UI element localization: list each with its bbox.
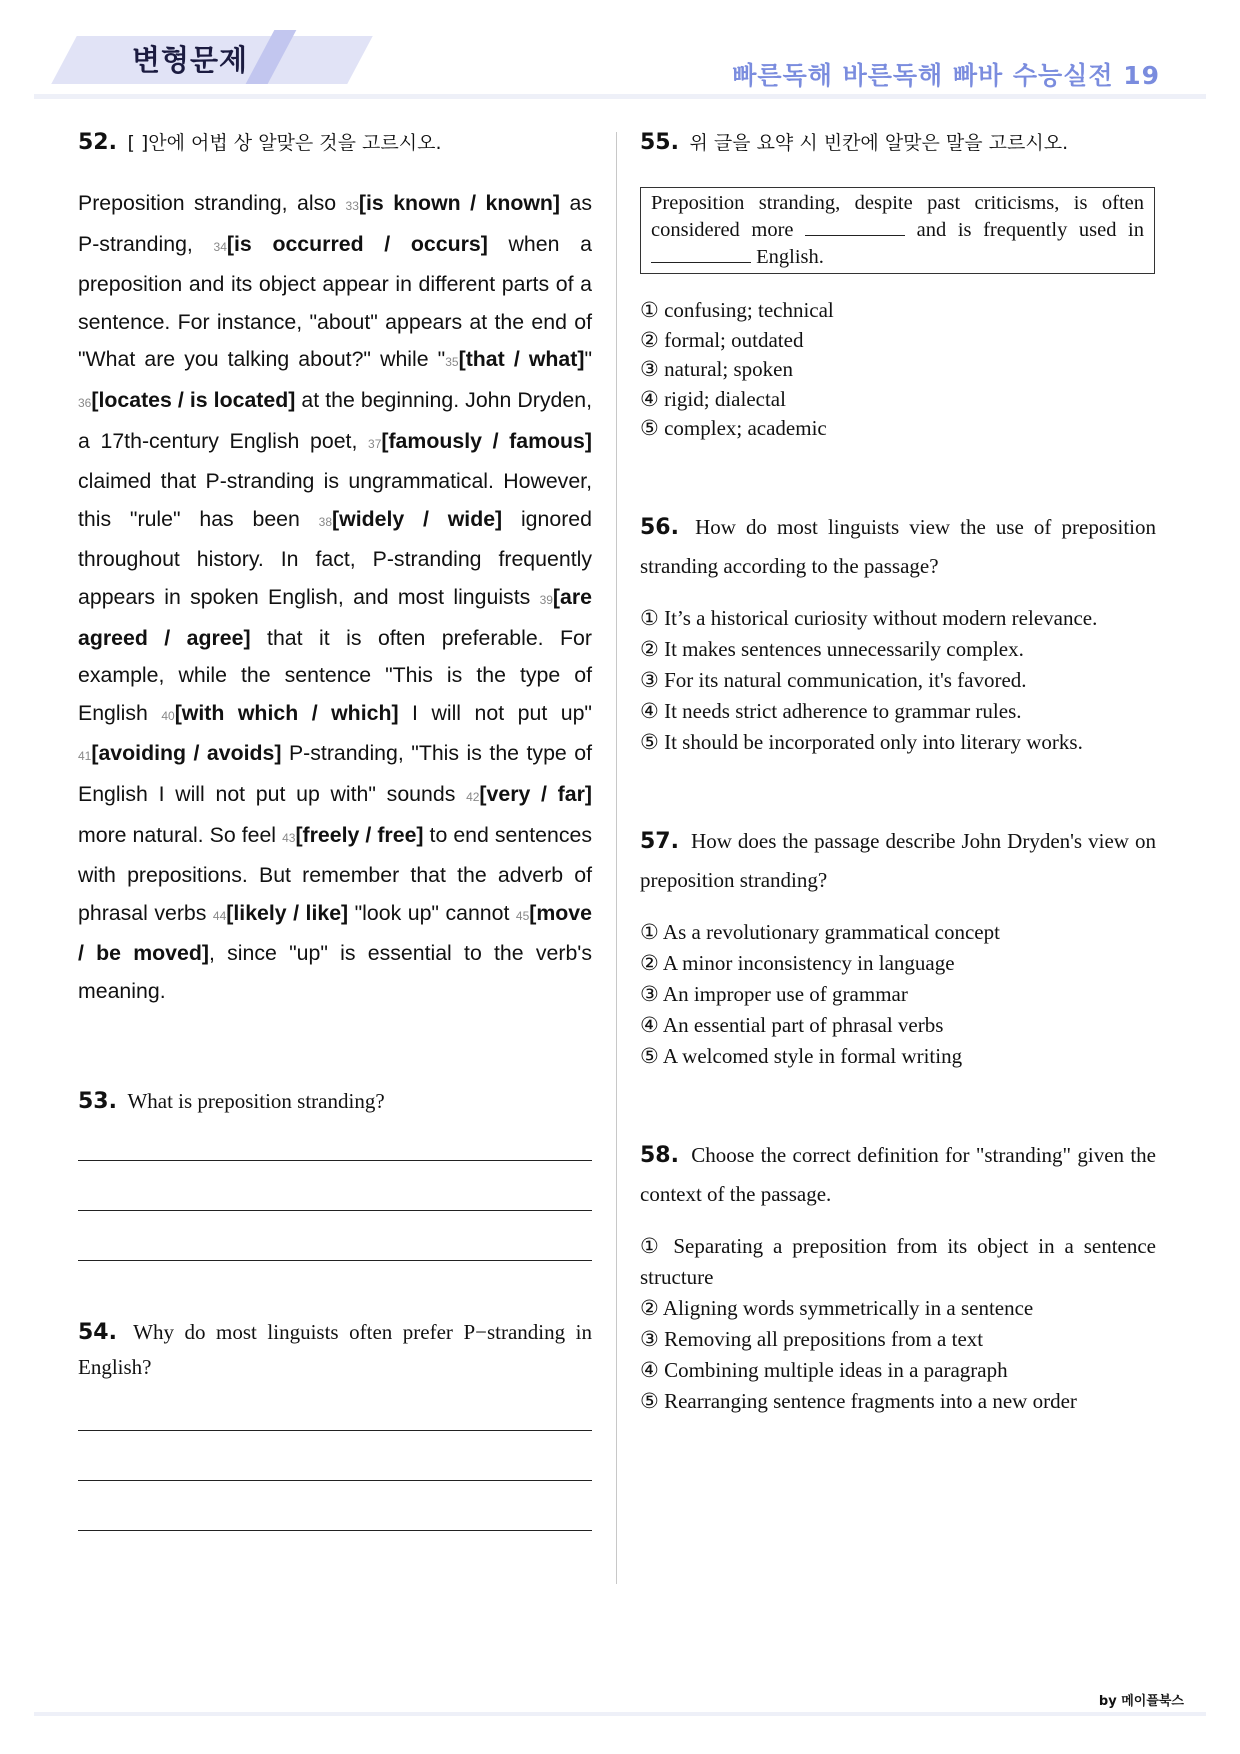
book-title: 빠른독해 바른독해 빠바 수능실전 19 (732, 61, 1160, 90)
option-1[interactable]: ① It’s a historical curiosity without modern relevance. (640, 605, 1098, 630)
option-1[interactable]: ① As a revolutionary grammatical concept (640, 919, 1000, 944)
question-57 (640, 822, 1156, 1072)
question-number: 53. (78, 1089, 117, 1115)
option-2[interactable]: ② A minor inconsistency in language (640, 950, 955, 975)
answer-options (640, 1231, 1156, 1417)
blank-number: 36 (78, 395, 92, 410)
grammar-choice: [is known / known] (358, 191, 561, 215)
option-5[interactable]: ⑤ It should be incorporated only into literary works. (640, 729, 1083, 754)
option-1[interactable]: ① confusing; technical (640, 298, 834, 322)
option-2[interactable]: ② Aligning words symmetrically in a sentence (640, 1295, 1034, 1320)
right-column (640, 128, 1156, 1417)
summary-text: and is frequently used in (916, 219, 1144, 241)
question-number: 56. (640, 514, 679, 540)
option-3[interactable]: ③ natural; spoken (640, 357, 793, 381)
passage-segment: I will not put up" (398, 700, 592, 725)
footer-by: by (1098, 1694, 1117, 1709)
passage-segment: to end sentences with prepositions. But remember that the adverb of phrasal verbs (78, 822, 592, 925)
option-3[interactable]: ③ An improper use of grammar (640, 981, 908, 1006)
summary-text: Preposition stranding, despite past criticisms, is often considered more (651, 192, 1144, 241)
passage-segment: "look up" cannot (348, 900, 516, 925)
section-label: 변형문제 (132, 43, 249, 77)
blank-number: 40 (161, 708, 175, 723)
passage-segment: more natural. So feel (78, 822, 283, 847)
left-column (78, 128, 592, 1531)
passage-segment: when a preposition and its object appear in different parts of a sentence. For instance, "about" appears at the end of "What are you talking about?" while " (78, 231, 593, 372)
option-4[interactable]: ④ An essential part of phrasal verbs (640, 1012, 944, 1037)
option-4[interactable]: ④ Combining multiple ideas in a paragraph (640, 1357, 1008, 1382)
answer-options (640, 296, 1156, 444)
passage-segment: ignored throughout history. In fact, P-stranding frequently appears in spoken English, and most linguists (78, 506, 592, 609)
question-number: 57. (640, 828, 679, 854)
grammar-choice: [are agreed / agree] (78, 584, 592, 650)
blank-number: 43 (282, 830, 296, 845)
grammar-choice: [is occurred / occurs] (226, 231, 488, 256)
question-number: 55. (640, 130, 679, 155)
question-text: Choose the correct definition for "stranding" given the context of the passage. (640, 1142, 1157, 1206)
answer-line[interactable] (78, 1160, 592, 1161)
option-5[interactable]: ⑤ A welcomed style in formal writing (640, 1043, 963, 1068)
grammar-choice: [likely / like] (226, 900, 349, 925)
question-56 (640, 508, 1156, 758)
option-5[interactable]: ⑤ complex; academic (640, 416, 827, 440)
passage-segment: that it is often preferable. For example, while the sentence "This is the type of English (78, 625, 592, 725)
summary-box (640, 187, 1155, 274)
passage-text (78, 185, 592, 1010)
question-instruction: [ ]안에 어법 상 알맞은 것을 고르시오. (127, 132, 442, 154)
passage-segment: P-stranding, "This is the type of English I will not put up with" sounds (78, 741, 592, 806)
question-53 (78, 1082, 592, 1261)
blank-number: 37 (368, 436, 382, 451)
question-text: What is preposition stranding? (127, 1089, 385, 1114)
passage-segment: at the beginning. John Dryden, a 17th-century English poet, (78, 387, 592, 453)
summary-blank[interactable] (805, 221, 905, 236)
summary-blank[interactable] (651, 248, 751, 263)
footer-divider (34, 1712, 1206, 1716)
grammar-choice: [avoiding / avoids] (91, 741, 282, 766)
passage-segment: as P-stranding, (78, 191, 592, 256)
answer-line[interactable] (78, 1530, 592, 1531)
blank-number: 38 (318, 514, 333, 529)
blank-number: 33 (345, 199, 359, 213)
option-4[interactable]: ④ rigid; dialectal (640, 386, 786, 411)
passage-segment: claimed that P-stranding is ungrammatical. However, this "rule" has been (78, 469, 592, 531)
grammar-choice: [widely / wide] (332, 506, 503, 531)
grammar-choice: [with which / which] (174, 700, 399, 725)
question-58 (640, 1136, 1156, 1417)
grammar-choice: [famously / famous] (381, 428, 592, 453)
passage-segment: , since "up" is essential to the verb's meaning. (78, 941, 593, 1003)
question-number: 58. (640, 1142, 679, 1168)
blank-number: 45 (515, 908, 530, 923)
grammar-choice: [freely / free] (295, 822, 424, 847)
blank-number: 39 (539, 592, 553, 607)
summary-text: English. (756, 246, 824, 268)
blank-number: 44 (212, 908, 227, 923)
question-text: How does the passage describe John Dryden's view on preposition stranding? (640, 828, 1157, 892)
answer-line[interactable] (78, 1210, 592, 1211)
question-instruction: 위 글을 요약 시 빈칸에 알맞은 말을 고르시오. (689, 132, 1069, 154)
option-4[interactable]: ④ It needs strict adherence to grammar rules. (640, 698, 1022, 723)
passage-segment: Preposition stranding, also (78, 191, 346, 215)
passage-segment: " (584, 347, 592, 372)
question-text: How do most linguists view the use of preposition stranding according to the passage? (640, 514, 1156, 578)
column-divider (616, 132, 617, 1584)
grammar-choice: [move / be moved] (78, 900, 592, 966)
header-divider (34, 94, 1206, 99)
footer-credit (1099, 1690, 1184, 1709)
grammar-choice: [locates / is located] (91, 387, 296, 412)
option-1[interactable]: ① Separating a preposition from its object in a sentence structure (640, 1233, 1156, 1289)
answer-line[interactable] (78, 1260, 592, 1261)
blank-number: 35 (445, 355, 459, 370)
answer-line[interactable] (78, 1430, 592, 1431)
answer-line[interactable] (78, 1480, 592, 1481)
grammar-choice: [that / what] (458, 347, 585, 372)
blank-number: 41 (78, 749, 92, 764)
answer-options (640, 917, 1156, 1072)
question-54 (78, 1315, 592, 1531)
question-number: 52. (78, 130, 117, 155)
blank-number: 42 (466, 789, 480, 804)
option-3[interactable]: ③ For its natural communication, it's favored. (640, 667, 1027, 692)
question-52 (78, 128, 592, 1010)
answer-options (640, 603, 1156, 758)
blank-number: 34 (213, 239, 227, 254)
grammar-choice: [very / far] (479, 781, 592, 806)
option-2[interactable]: ② It makes sentences unnecessarily complex. (640, 636, 1024, 661)
option-3[interactable]: ③ Removing all prepositions from a text (640, 1326, 984, 1351)
question-number: 54. (78, 1320, 117, 1346)
question-text: Why do most linguists often prefer P−stranding in English? (78, 1320, 592, 1380)
option-5[interactable]: ⑤ Rearranging sentence fragments into a new order (640, 1388, 1077, 1413)
publisher-name: 메이플북스 (1121, 1694, 1184, 1709)
question-55 (640, 128, 1156, 444)
option-2[interactable]: ② formal; outdated (640, 327, 804, 352)
